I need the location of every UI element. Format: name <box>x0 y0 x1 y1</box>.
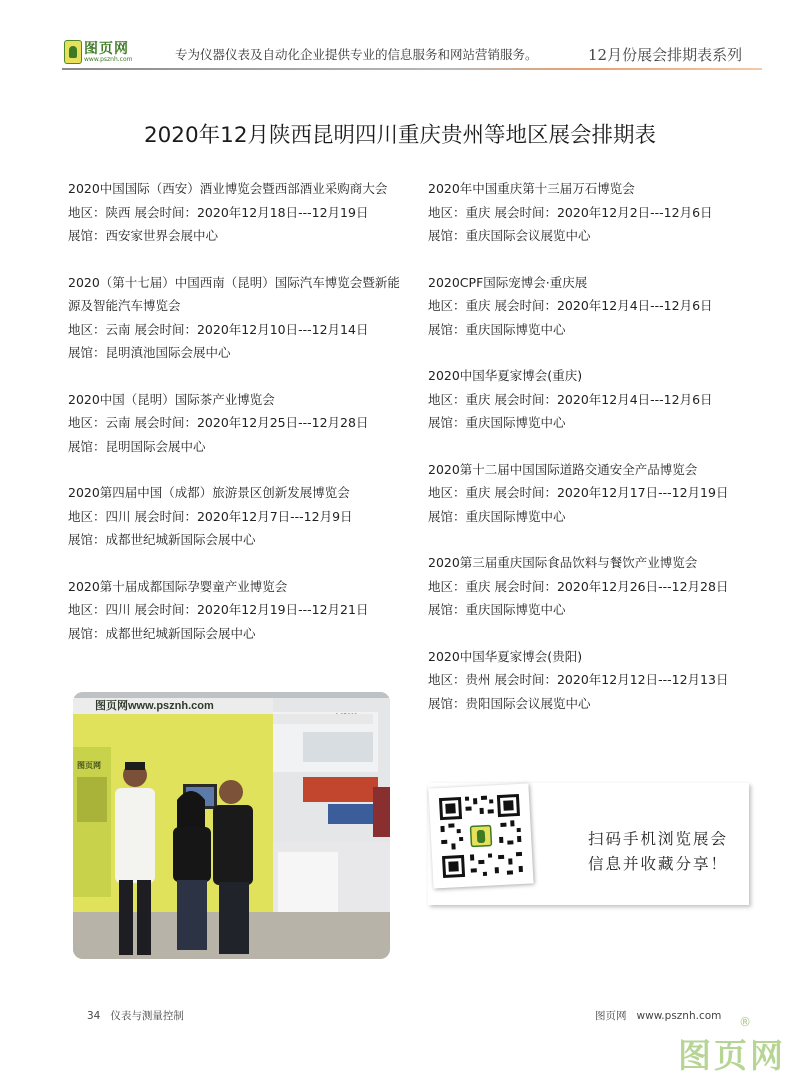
booth-sign-text: 图页网www.psznh.com <box>95 700 214 712</box>
event-venue: 展馆：重庆国际博览中心 <box>428 321 566 337</box>
booth-photo-illustration <box>73 692 390 959</box>
event-item <box>428 458 773 529</box>
event-name: 2020CPF国际宠博会·重庆展 <box>428 274 588 290</box>
qr-caption <box>588 827 728 877</box>
series-title: 12月份展会排期表系列 <box>588 46 743 64</box>
event-venue: 展馆：贵阳国际会议展览中心 <box>428 695 591 711</box>
event-item <box>68 388 413 459</box>
qr-code-panel <box>428 783 749 905</box>
event-region-time: 地区：陕西 展会时间：2020年12月18日---12月19日 <box>68 204 369 220</box>
qr-caption-line1: 扫码手机浏览展会 <box>588 830 729 848</box>
logo-url: www.psznh.com <box>84 56 133 63</box>
event-name: 2020第十二届中国国际道路交通安全产品博览会 <box>428 461 698 477</box>
footer-site-info: 图页网 www.psznh.com <box>595 1010 722 1022</box>
qr-code-icon <box>428 783 533 888</box>
watermark-registered-icon: ® <box>739 1015 751 1029</box>
page-title: 2020年12月陕西昆明四川重庆贵州等地区展会排期表 <box>143 123 657 148</box>
event-venue: 展馆：重庆国际博览中心 <box>428 602 566 617</box>
event-name: 2020中国华夏家博会(重庆) <box>428 368 583 383</box>
event-name: 2020第四届中国（成都）旅游景区创新发展博览会 <box>68 485 350 500</box>
event-item <box>68 177 413 248</box>
event-list-right <box>428 177 773 738</box>
event-region-time: 地区：重庆 展会时间：2020年12月4日---12月6日 <box>428 298 713 313</box>
booth-photo <box>73 692 390 959</box>
event-name: 2020第三届重庆国际食品饮料与餐饮产业博览会 <box>428 555 698 570</box>
event-name: 2020中国华夏家博会(贵阳) <box>428 648 583 664</box>
header-tagline: 专为仪器仪表及自动化企业提供专业的信息服务和网站营销服务。 <box>175 47 538 62</box>
event-item <box>428 645 773 716</box>
qr-caption-line2: 信息并收藏分享！ <box>588 855 729 873</box>
event-name: 2020中国国际（西安）酒业博览会暨西部酒业采购商大会 <box>68 181 388 196</box>
event-name: 2020第十届成都国际孕婴童产业博览会 <box>68 578 288 594</box>
logo-mascot-icon <box>64 40 82 64</box>
header-divider <box>62 68 762 70</box>
event-region-time: 地区：贵州 展会时间：2020年12月12日---12月13日 <box>428 672 729 687</box>
event-item <box>68 271 413 365</box>
event-region-time: 地区：重庆 展会时间：2020年12月4日---12月6日 <box>428 391 713 407</box>
event-venue: 展馆：成都世纪城新国际会展中心 <box>68 625 256 641</box>
event-region-time: 地区：四川 展会时间：2020年12月19日---12月21日 <box>68 602 369 617</box>
event-region-time: 地区：重庆 展会时间：2020年12月26日---12月28日 <box>428 578 729 594</box>
event-region-time: 地区：重庆 展会时间：2020年12月2日---12月6日 <box>428 204 713 220</box>
event-name: 2020中国（昆明）国际茶产业博览会 <box>68 391 275 407</box>
event-item <box>68 575 413 646</box>
event-item <box>428 364 773 435</box>
watermark-logo: 图页网 <box>678 1036 786 1075</box>
event-venue: 展馆：重庆国际会议展览中心 <box>428 228 591 243</box>
event-item <box>68 481 413 552</box>
event-venue: 展馆：西安家世界会展中心 <box>68 228 219 243</box>
event-venue: 展馆：成都世纪城新国际会展中心 <box>68 532 256 547</box>
event-region-time: 地区：重庆 展会时间：2020年12月17日---12月19日 <box>428 485 729 500</box>
event-venue: 展馆：重庆国际博览中心 <box>428 508 566 524</box>
event-region-time: 地区：云南 展会时间：2020年12月10日---12月14日 <box>68 321 369 337</box>
event-venue: 展馆：昆明国际会展中心 <box>68 438 206 454</box>
event-name: 2020（第十七届）中国西南（昆明）国际汽车博览会暨新能源及智能汽车博览会 <box>68 274 400 313</box>
event-region-time: 地区：云南 展会时间：2020年12月25日---12月28日 <box>68 415 369 430</box>
qr-code-card[interactable] <box>428 783 533 888</box>
logo-text: 图页网 <box>84 41 129 57</box>
booth-panel-label: 图页网 <box>77 761 101 770</box>
event-venue: 展馆：重庆国际博览中心 <box>428 415 566 430</box>
footer-page-info: 34 仪表与测量控制 <box>87 1010 184 1022</box>
event-item <box>428 177 773 248</box>
event-item <box>428 271 773 342</box>
page-header <box>0 0 800 80</box>
event-list-left <box>68 177 413 668</box>
event-item <box>428 551 773 622</box>
brand-logo[interactable] <box>62 38 144 68</box>
event-venue: 展馆：昆明滇池国际会展中心 <box>68 345 231 360</box>
event-name: 2020年中国重庆第十三届万石博览会 <box>428 181 635 196</box>
event-region-time: 地区：四川 展会时间：2020年12月7日---12月9日 <box>68 508 353 524</box>
